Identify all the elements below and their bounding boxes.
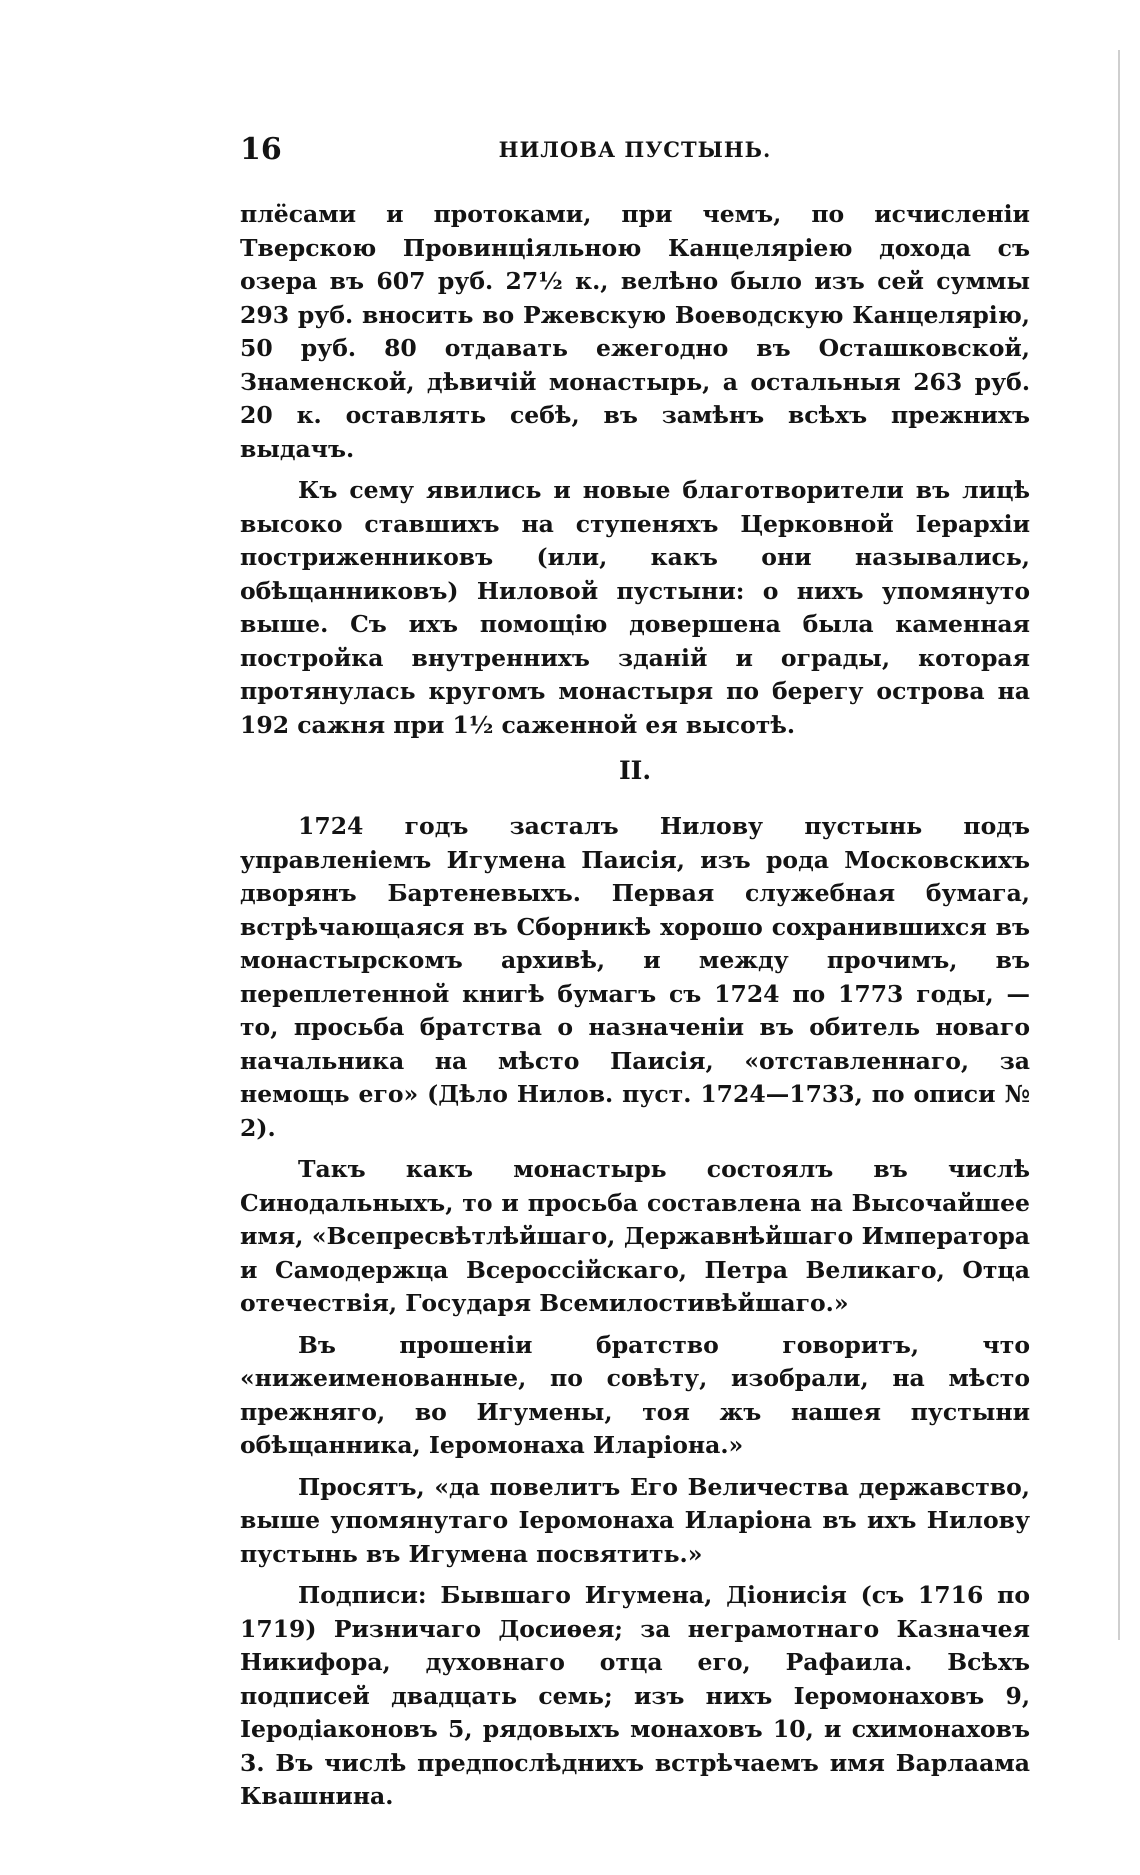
paragraph: Просятъ, «да повелитъ Его Величества державство, выше упомянутаго Іеромонаха Иларіона въ ихъ Нилову пустынь въ Игумена посвятить.» [240, 1472, 1030, 1568]
running-title: НИЛОВА ПУСТЫНЬ. [498, 137, 772, 162]
paragraph: 1724 годъ засталъ Нилову пустынь подъ управленіемъ Игумена Паисія, изъ рода Московскихъ дворянъ Бартеневыхъ. Первая служебная бумага, встрѣчающаяся въ Сборникѣ хорошо сохранившихся въ монастырскомъ архивѣ, и между прочимъ, въ переплетенной книгѣ бумагъ съ 1724 по 1773 годы, — то, просьба братства о назначеніи въ обитель новаго начальника на мѣсто Паисія, «отставленнаго, за немощь его» (Дѣло Нилов. пуст. 1724—1733, по описи № 2). [240, 812, 1030, 1142]
paragraph: Къ сему явились и новые благотворители въ лицѣ высоко ставшихъ на ступеняхъ Церковной Іерархіи постриженниковъ (или, какъ они назывались, обѣщанниковъ) Ниловой пустыни: о нихъ упомянуто выше. Съ ихъ помощію довершена была каменная постройка внутреннихъ зданій и ограды, которая протянулась кругомъ монастыря по берегу острова на 192 сажня при 1½ саженной ея высотѣ. [240, 476, 1030, 739]
page-number: 16 [240, 132, 282, 167]
page-body [240, 198, 1030, 1822]
page-header [240, 130, 1030, 170]
paragraph: Въ прошеніи братство говоритъ, что «нижеименованные, по совѣту, изобрали, на мѣсто прежняго, во Игумены, тоя жъ нашея пустыни обѣщанника, Іеромонаха Иларіона.» [240, 1330, 1030, 1459]
paragraph: плёсами и протоками, при чемъ, по исчисленіи Тверскою Провинціяльною Канцеляріею дохода съ озера въ 607 руб. 27½ к., велѣно было изъ сей суммы 293 руб. вносить во Ржевскую Воеводскую Канцелярію, 50 руб. 80 отдавать ежегодно въ Осташковской, Знаменской, дѣвичій монастырь, а остальныя 263 руб. 20 к. оставлять себѣ, въ замѣнъ всѣхъ прежнихъ выдачъ. [240, 200, 1030, 463]
paragraph: Такъ какъ монастырь состоялъ въ числѣ Синодальныхъ, то и просьба составлена на Высочайшее имя, «Всепресвѣтлѣйшаго, Державнѣйшаго Императора и Самодержца Всероссійскаго, Петра Великаго, Отца отечествія, Государя Всемилостивѣйшаго.» [240, 1155, 1030, 1317]
page-edge-divider [1118, 50, 1120, 1640]
paragraph: Подписи: Бывшаго Игумена, Діонисія (съ 1716 по 1719) Ризничаго Досиѳея; за неграмотнаго Казначея Никифора, духовнаго отца его, Рафаила. Всѣхъ подписей двадцать семь; изъ нихъ Іеромонаховъ 9, Іеродіаконовъ 5, рядовыхъ монаховъ 10, и схимонаховъ 3. Въ числѣ предпослѣднихъ встрѣчаемъ имя Варлаама Квашнина. [240, 1581, 1030, 1810]
section-heading: II. [618, 756, 652, 785]
